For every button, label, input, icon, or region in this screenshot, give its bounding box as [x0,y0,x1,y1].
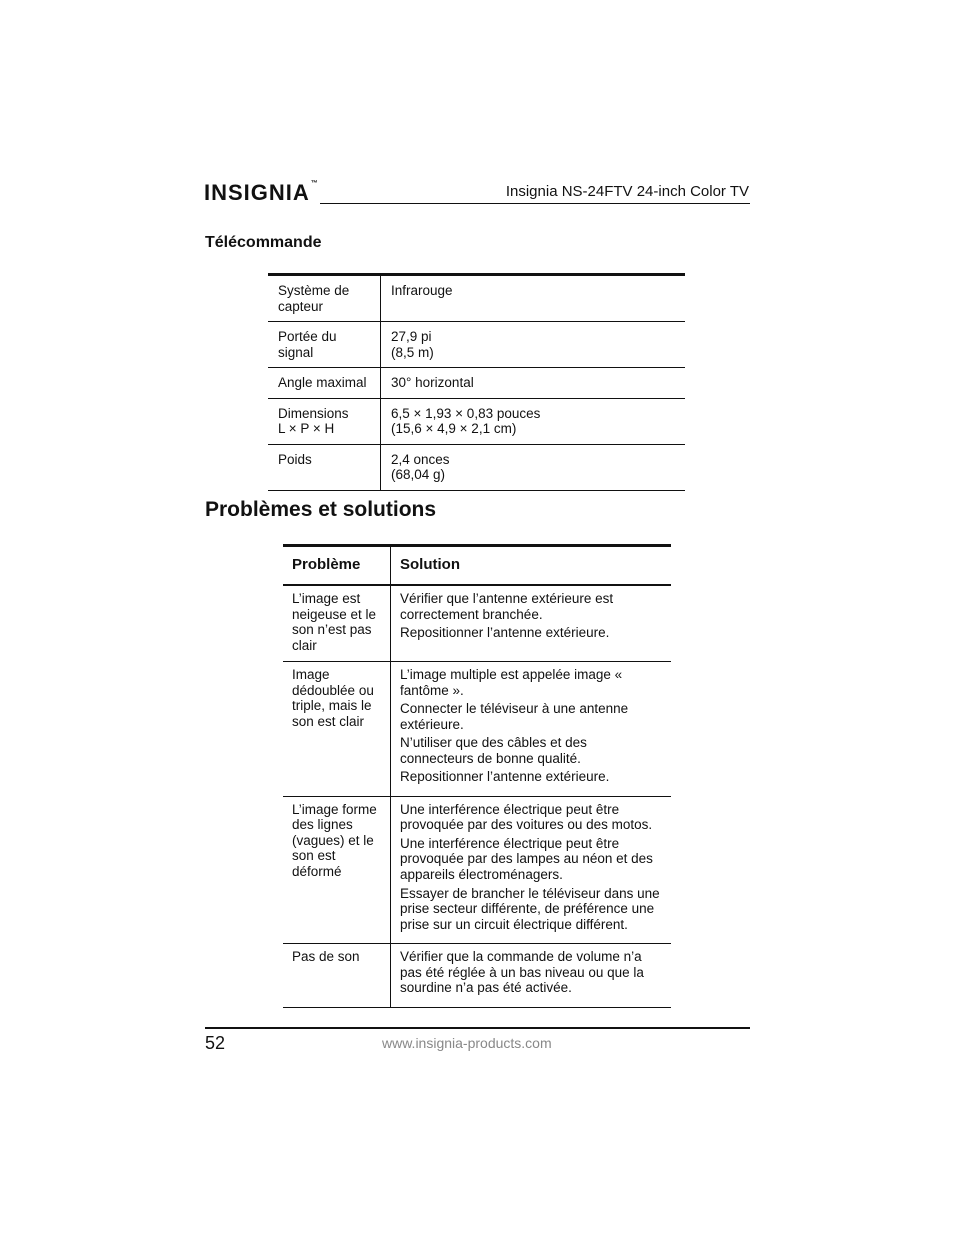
table-row [268,322,685,368]
solution-step: Essayer de brancher le téléviseur dans une prise secteur différente, de préférence une prise sur un circuit électrique différent. [400,885,660,932]
solution-step: Vérifier que l’antenne extérieure est correctement branchée. [400,591,614,622]
page-number: 52 [205,1033,226,1053]
solution-cell [391,944,672,1008]
solution-cell [391,796,672,943]
solution-step: Une interférence électrique peut être provoquée par des voitures ou des motos. [400,801,653,833]
solution-step: Repositionner l’antenne extérieure. [400,769,610,785]
table-row [268,444,685,490]
problem-cell: Image dédoublée ou triple, mais le son est clair [283,662,391,797]
solution-step: N’utiliser que des câbles et des connecteurs de bonne qualité. [400,735,587,766]
table-row [268,368,685,399]
insignia-logo: INSIGNIA™ [204,180,319,205]
table-header-row [283,546,671,586]
solution-cell [391,585,672,662]
problem-cell: L’image est neigeuse et le son n’est pas clair [283,585,391,662]
problem-cell: L’image forme des lignes (vagues) et le son est déformé [283,796,391,943]
column-header-solution: Solution [391,546,672,586]
spec-value: 27,9 pi (8,5 m) [381,322,686,368]
table-row [283,585,671,662]
solution-step: Connecter le téléviseur à une antenne extérieure. [400,701,629,732]
spec-label: Système de capteur [268,275,381,322]
table-row [268,275,685,322]
table-row [283,944,671,1008]
spec-value: 30° horizontal [381,368,686,399]
table-row [268,398,685,444]
spec-value: 2,4 onces (68,04 g) [381,444,686,490]
spec-label: Poids [268,444,381,490]
solution-step: Repositionner l’antenne extérieure. [400,625,610,641]
spec-value: Infrarouge [381,275,686,322]
remote-spec-table [268,273,685,491]
spec-value: 6,5 × 1,93 × 0,83 pouces (15,6 × 4,9 × 2,1 cm) [381,398,686,444]
remote-section-heading: Télécommande [205,234,322,251]
spec-label: Angle maximal [268,368,381,399]
solution-step: L’image multiple est appelée image « fantôme ». [400,667,623,698]
header-divider [320,203,750,204]
column-header-problem: Problème [283,546,391,586]
spec-label: Portée du signal [268,322,381,368]
document-title: Insignia NS-24FTV 24-inch Color TV [505,183,749,200]
solution-step: Vérifier que la commande de volume n’a pas été réglée à un bas niveau ou que la sourdine n’a pas été activée. [400,949,644,996]
solution-step: Une interférence électrique peut être provoquée par des lampes au néon et des appareils électroménagers. [400,835,653,882]
table-row [283,662,671,797]
troubleshooting-table [283,544,671,1008]
footer-divider [205,1027,750,1029]
problem-cell: Pas de son [283,944,391,1008]
footer-url: www.insignia-products.com [382,1035,552,1051]
spec-label: Dimensions L × P × H [268,398,381,444]
table-row [283,796,671,943]
page-heading: Problèmes et solutions [205,498,437,521]
solution-cell [391,662,672,797]
